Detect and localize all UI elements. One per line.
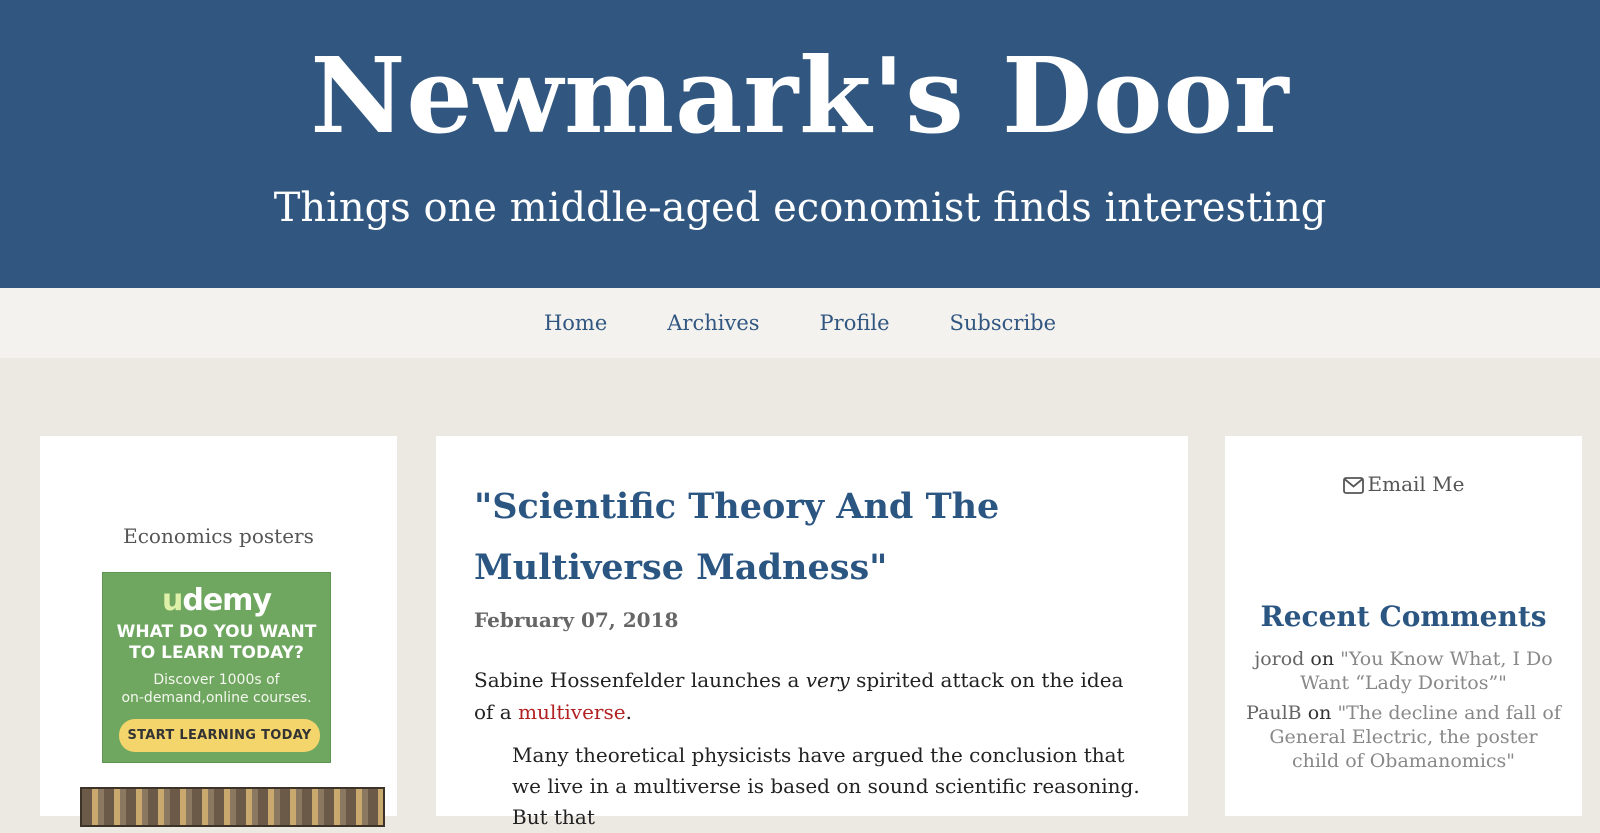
body-emphasis: very [805, 668, 850, 692]
ad-headline-line2: TO LEARN TODAY? [129, 643, 304, 664]
left-sidebar [40, 436, 397, 816]
recent-comments-list [1245, 647, 1562, 779]
poster-thumbnail[interactable] [80, 787, 385, 827]
right-sidebar [1225, 436, 1582, 816]
body-text-3: . [625, 700, 632, 724]
comment-author[interactable]: jorod [1254, 648, 1305, 670]
comment-item [1245, 701, 1562, 773]
economics-posters-title: Economics posters [123, 524, 314, 548]
post-date: February 07, 2018 [474, 608, 679, 632]
post-body [474, 664, 1146, 728]
udemy-logo [103, 583, 330, 618]
comment-item [1245, 647, 1562, 695]
ad-headline-line1: WHAT DO YOU WANT [116, 622, 317, 642]
nav-archives[interactable]: Archives [667, 311, 760, 335]
comment-on: on [1310, 648, 1335, 670]
logo-u: u [162, 583, 183, 618]
site-tagline: Things one middle-aged economist finds interesting [273, 185, 1327, 231]
body-text-2: spirited attack on the idea of a [474, 668, 1124, 724]
comment-post-link[interactable]: "The decline and fall of General Electric, the poster child of Obamanomics" [1269, 702, 1561, 772]
envelope-icon [1343, 477, 1364, 494]
body-text-1: Sabine Hossenfelder launches a [474, 668, 806, 692]
nav-home[interactable]: Home [543, 311, 608, 335]
main-post [436, 436, 1188, 829]
post-blockquote: Many theoretical physicists have argued the conclusion that we live in a multiverse is based on sound scientific reasoning. But that [512, 743, 1140, 829]
comment-post-link[interactable]: "You Know What, I Do Want “Lady Doritos”" [1300, 648, 1553, 694]
nav-profile[interactable]: Profile [819, 311, 890, 335]
nav-subscribe[interactable]: Subscribe [949, 311, 1057, 335]
ad-start-learning-button[interactable]: START LEARNING TODAY [119, 719, 320, 752]
udemy-ad[interactable] [102, 572, 331, 763]
main-nav [0, 288, 1600, 358]
email-me-label: Email Me [1367, 472, 1465, 496]
ad-sub-line1: Discover 1000s of [153, 671, 280, 688]
comment-on: on [1307, 702, 1332, 724]
recent-comments-title: Recent Comments [1260, 600, 1547, 633]
email-me-link[interactable] [1225, 472, 1582, 496]
ad-headline [103, 622, 330, 665]
ad-sub-line2: on-demand,online courses. [121, 690, 312, 707]
comment-author[interactable]: PaulB [1246, 702, 1302, 724]
site-title[interactable]: Newmark's Door [310, 34, 1290, 157]
site-header [0, 0, 1600, 288]
multiverse-link[interactable]: multiverse [518, 700, 626, 724]
post-title[interactable]: "Scientific Theory And The Multiverse Madness" [474, 486, 1000, 588]
logo-rest: demy [182, 583, 271, 618]
ad-subtext [103, 671, 330, 709]
